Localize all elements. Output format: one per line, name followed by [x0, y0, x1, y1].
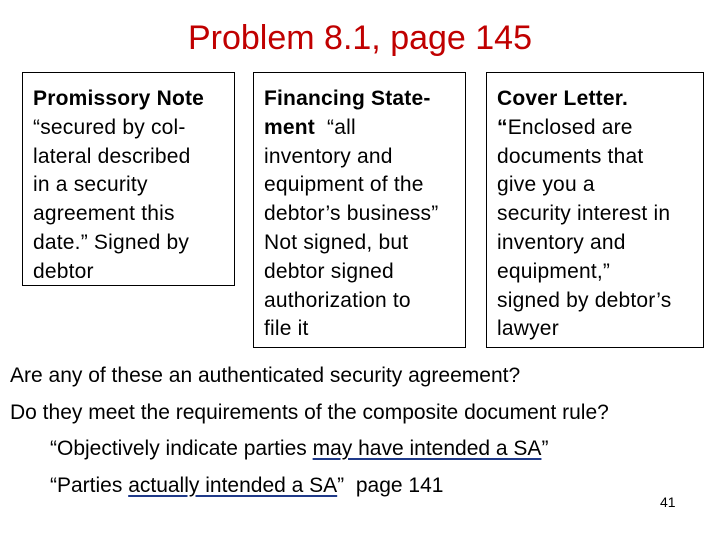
box-text-line: authorization to	[264, 288, 411, 312]
underlined-phrase: actually intended a SA	[128, 474, 338, 497]
slide-title: Problem 8.1, page 145	[187, 19, 533, 57]
box-text-line: lateral described	[33, 144, 191, 168]
page-number: 41	[660, 494, 676, 510]
box-text-line: give you a	[497, 173, 595, 197]
quote-text: ”	[541, 437, 549, 460]
financing-statement-box	[253, 72, 466, 348]
box-text-line: inventory and	[264, 144, 393, 168]
promissory-note-box	[22, 72, 235, 286]
box-text: “all	[314, 115, 356, 139]
box-text-line: debtor	[33, 259, 94, 283]
box-text-line: signed by debtor’s	[497, 288, 672, 312]
question-authenticated: Are any of these an authenticated security agreement?	[10, 364, 521, 387]
cover-letter-box	[486, 72, 704, 348]
box-text-line	[497, 114, 693, 143]
box-text-line: file it	[264, 317, 309, 341]
box-heading: “	[497, 115, 508, 139]
box-text-line: date.” Signed by	[33, 230, 190, 254]
question-composite-rule: Do they meet the requirements of the composite document rule?	[10, 401, 609, 424]
quote-text: ” page 141	[337, 474, 444, 497]
box-text-line: security interest in	[497, 202, 671, 226]
box-text-line: Not signed, but	[264, 230, 409, 254]
quote-actually-intended	[50, 473, 443, 499]
box-text-line: equipment,”	[497, 259, 611, 283]
box-text-line: agreement this	[33, 202, 175, 226]
box-text-line: documents that	[497, 144, 644, 168]
box-text-line: debtor’s business”	[264, 202, 439, 226]
box-text-line: “secured by col-	[33, 115, 186, 139]
box-text: Enclosed are	[507, 115, 633, 139]
underlined-phrase: may have intended a SA	[312, 437, 542, 460]
box-text-line: debtor signed	[264, 259, 394, 283]
box-text-line: lawyer	[497, 317, 559, 341]
box-heading: Cover Letter.	[497, 87, 628, 110]
box-text-line: in a security	[33, 173, 148, 197]
box-text-line: equipment of the	[264, 173, 424, 197]
box-heading: ment	[264, 115, 315, 139]
quote-text: “Objectively indicate parties	[50, 437, 313, 460]
box-heading: Promissory Note	[33, 87, 205, 110]
box-heading: Financing State-	[264, 87, 431, 110]
quote-objectively-indicate	[50, 436, 548, 462]
quote-text: “Parties	[50, 474, 129, 497]
box-text-line: inventory and	[497, 230, 626, 254]
box-text-line	[264, 114, 455, 143]
